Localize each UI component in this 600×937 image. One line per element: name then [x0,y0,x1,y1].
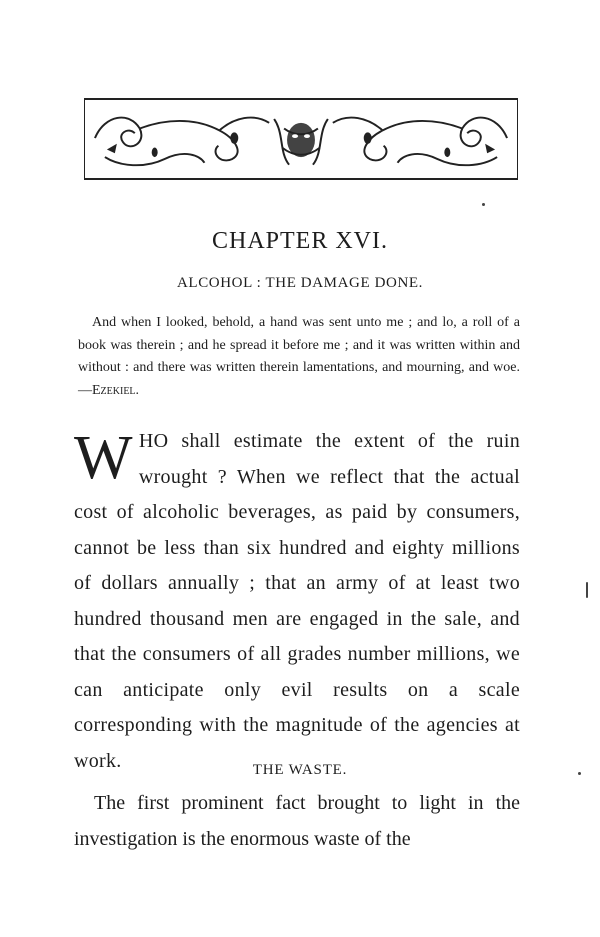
ink-speck [482,203,485,206]
scroll-ornament-icon [85,100,517,178]
ink-speck [578,772,581,775]
section-text: The first prominent fact brought to light in the investigation is the enormous waste of the [74,792,520,850]
opening-paragraph [74,424,520,779]
section-paragraph [74,786,520,857]
epigraph-attribution: Ezekiel. [92,382,140,398]
chapter-title: ALCOHOL : THE DAMAGE DONE. [177,275,423,291]
ornamental-headpiece [84,98,518,180]
opening-text: HO shall estimate the extent of the ruin wrought ? When we reflect that the actual cost of alcoholic beverages, as paid by consumers, cannot be less than six hundred and eighty millions of dollars annually ; that an army of at least two hundred thousand men are engaged in the sale, and that the consumers of all grades number millions, we can anticipate only evil results on a scale corresponding with the magnitude of the agencies at work. [74,430,520,772]
epigraph-text: And when I looked, behold, a hand was sent unto me ; and lo, a roll of a book was therein ; and he spread it before me ; and it was written within and without : and there was written therein lamentations, and mourning, and woe.— [78,315,520,398]
chapter-heading: CHAPTER XVI. [211,228,388,254]
drop-cap: W [74,424,133,492]
margin-mark [586,582,588,598]
epigraph [78,312,520,402]
section-heading: THE WASTE. [252,762,348,778]
